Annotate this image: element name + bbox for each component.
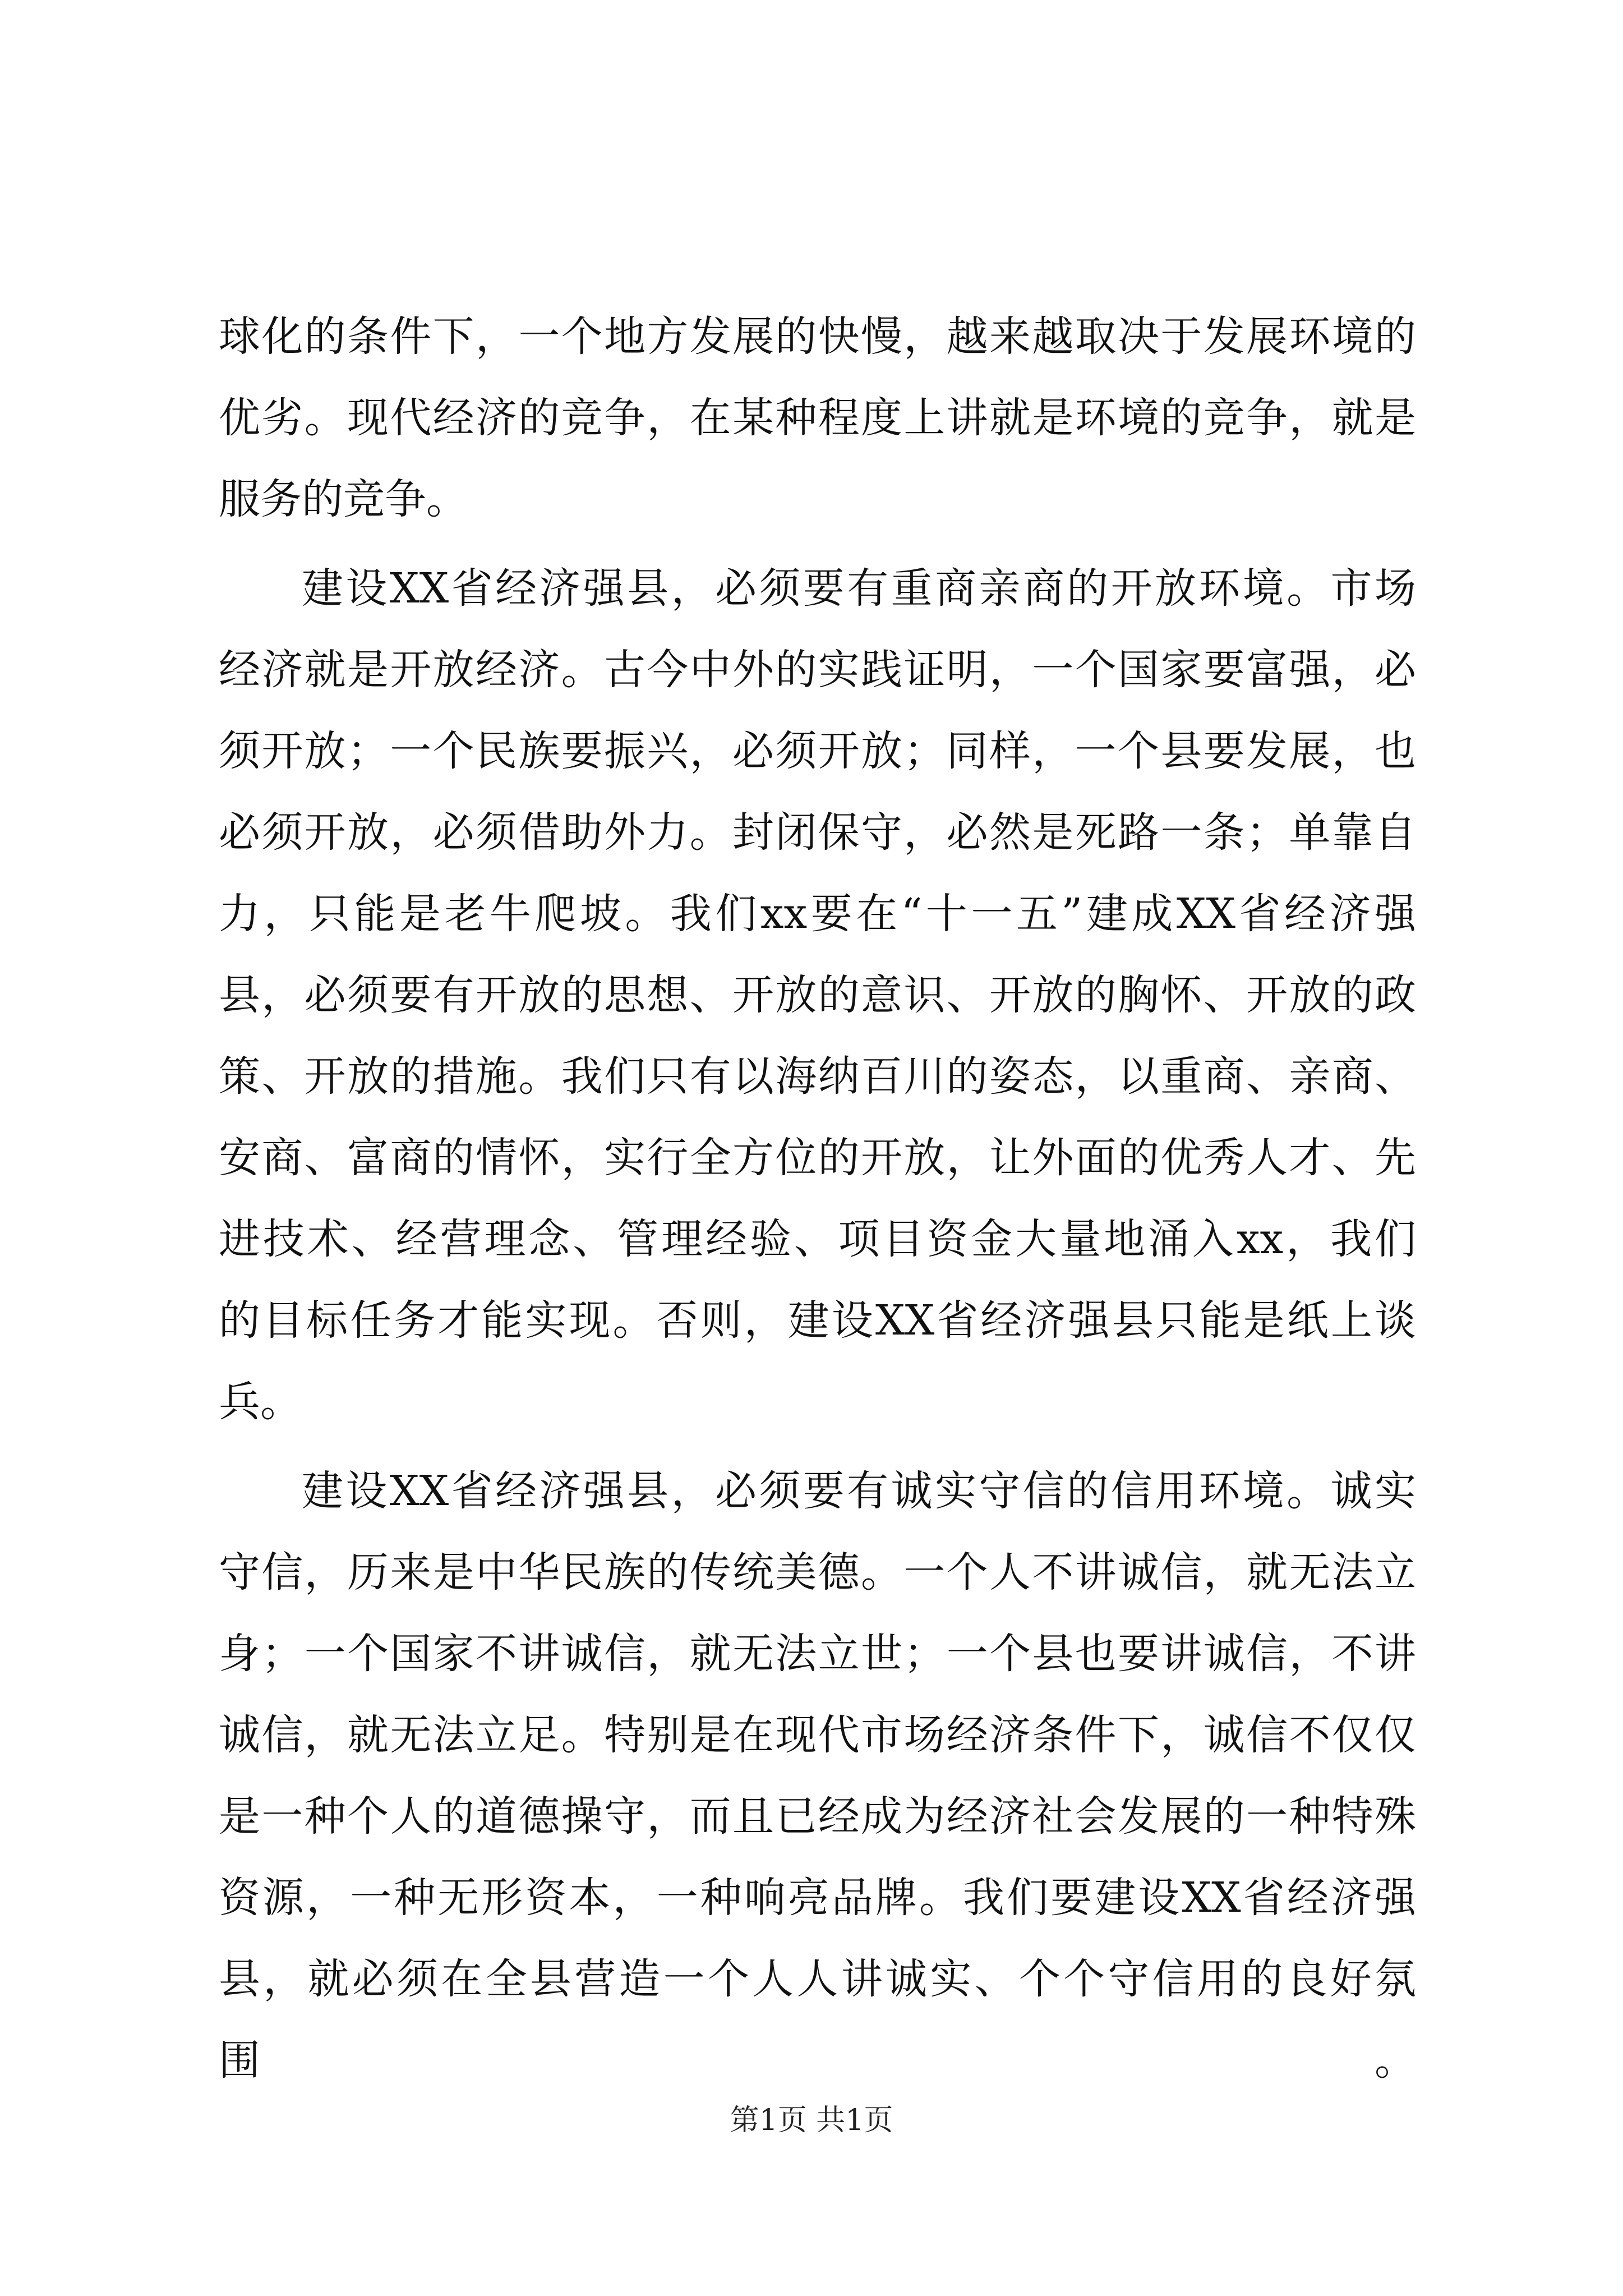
paragraph (219, 548, 1416, 1443)
page-number-label: 第1页 共1页 (730, 2104, 893, 2137)
text-line: 球化的条件下，一个地方发展的快慢，越来越取决于发展环境的 (219, 312, 1416, 361)
text-line: 县，就必须在全县营造一个人人讲诚实、个个守信用的良好氛围。 (219, 1955, 1416, 2085)
text-line: 力，只能是老牛爬坡。我们xx要在“十一五”建成XX省经济强 (219, 890, 1416, 938)
text-line: 必须开放，必须借助外力。封闭保守，必然是死路一条；单靠自 (219, 808, 1416, 857)
text-line: 建设XX省经济强县，必须要有诚实守信的信用环境。诚实 (302, 1467, 1416, 1515)
text-line: 经济就是开放经济。古今中外的实践证明，一个国家要富强，必 (219, 646, 1416, 694)
text-line: 策、开放的措施。我们只有以海纳百川的姿态，以重商、亲商、 (219, 1052, 1416, 1101)
text-line: 兵。 (219, 1378, 302, 1426)
text-line: 优劣。现代经济的竞争，在某种程度上讲就是环境的竞争，就是 (219, 394, 1416, 442)
text-line: 安商、富商的情怀，实行全方位的开放，让外面的优秀人才、先 (219, 1134, 1416, 1182)
text-line: 诚信，就无法立足。特别是在现代市场经济条件下，诚信不仅仅 (219, 1711, 1416, 1759)
paragraph (219, 296, 1416, 540)
text-line: 是一种个人的道德操守，而且已经成为经济社会发展的一种特殊 (219, 1792, 1416, 1841)
text-line: 的目标任务才能实现。否则，建设XX省经济强县只能是纸上谈 (219, 1296, 1416, 1345)
text-line: 身；一个国家不讲诚信，就无法立世；一个县也要讲诚信，不讲 (219, 1630, 1416, 1678)
text-line: 资源，一种无形资本，一种响亮品牌。我们要建设XX省经济强 (219, 1874, 1416, 1922)
paragraph (219, 1451, 1416, 2085)
text-line: 守信，历来是中华民族的传统美德。一个人不讲诚信，就无法立 (219, 1548, 1416, 1596)
text-line: 进技术、经营理念、管理经验、项目资金大量地涌入xx，我们 (219, 1215, 1416, 1263)
text-line: 服务的竞争。 (219, 475, 468, 523)
body-text (219, 296, 1416, 2085)
text-line: 须开放；一个民族要振兴，必须开放；同样，一个县要发展，也 (219, 727, 1416, 775)
page-footer (0, 2101, 1623, 2140)
text-line: 建设XX省经济强县，必须要有重商亲商的开放环境。市场 (302, 564, 1416, 613)
text-line: 县，必须要有开放的思想、开放的意识、开放的胸怀、开放的政 (219, 971, 1416, 1019)
